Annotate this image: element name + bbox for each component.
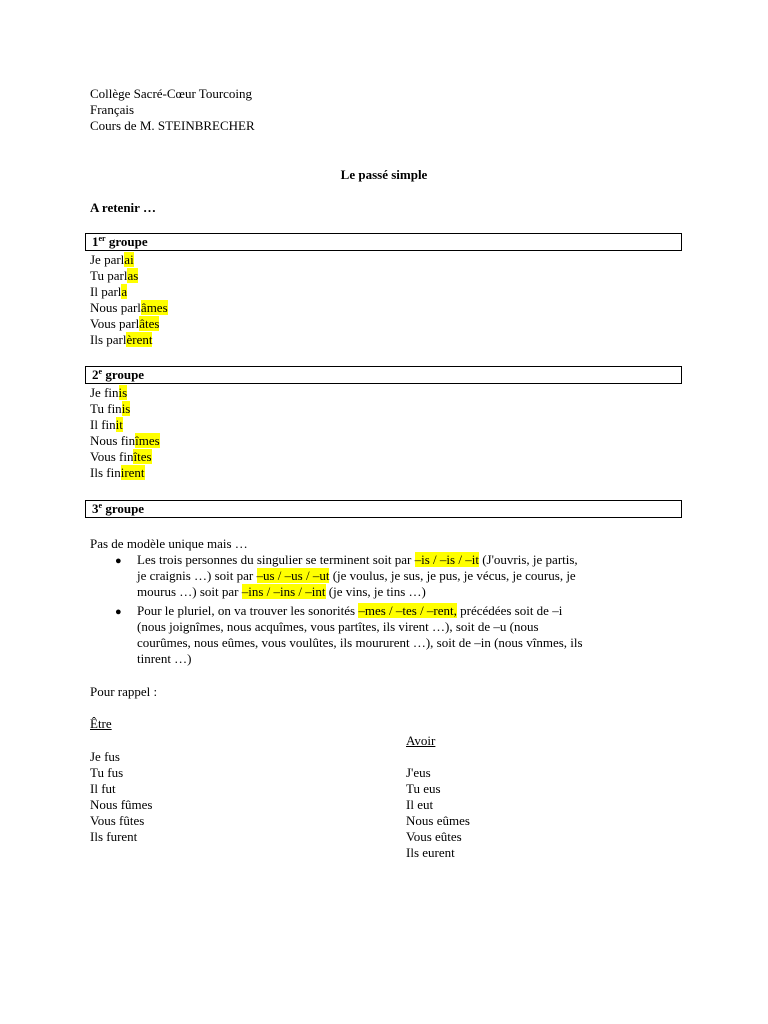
conjugation-row	[90, 252, 134, 268]
conjugation-row: Je fus	[90, 749, 120, 764]
verb-stem: Je fin	[90, 385, 119, 400]
conjugation-row: Vous fûtes	[90, 813, 145, 828]
verb-ending: îmes	[135, 433, 160, 448]
conjugation-row	[90, 417, 123, 433]
verb-stem: Tu fin	[90, 401, 122, 416]
conjugation-row: Tu eus	[406, 781, 441, 796]
conjugation-row: Il fut	[90, 781, 116, 796]
avoir-heading: Avoir	[406, 733, 436, 748]
bullet1-line3: mourus …) soit par –ins / –ins / –int (je vins, je tins …)	[137, 584, 426, 599]
verb-ending: âtes	[139, 316, 160, 331]
verb-ending: is	[118, 385, 128, 400]
conjugation-row	[90, 316, 159, 332]
bullet-icon: ●	[115, 555, 122, 567]
bullet2-line4: tinrent …)	[137, 651, 192, 666]
verb-ending: irent	[120, 465, 145, 480]
subject-name: Français	[90, 102, 135, 117]
verb-stem: Il parl	[90, 284, 122, 299]
verb-ending: a	[121, 284, 128, 299]
retenir-heading: A retenir …	[90, 200, 156, 215]
group1-label: 1er groupe	[92, 234, 148, 249]
verb-stem: Tu parl	[90, 268, 128, 283]
bullet-icon: ●	[115, 606, 122, 618]
verb-stem: Vous fin	[90, 449, 134, 464]
conjugation-row: J'eus	[406, 765, 431, 780]
conjugation-row: Il eut	[406, 797, 434, 812]
verb-ending: âmes	[140, 300, 168, 315]
verb-stem: Il fin	[90, 417, 116, 432]
conjugation-row	[90, 284, 127, 300]
conjugation-row: Ils furent	[90, 829, 138, 844]
group2-label: 2e groupe	[92, 367, 145, 382]
etre-heading: Être	[90, 716, 112, 731]
conjugation-row	[90, 465, 145, 481]
conjugation-row	[90, 433, 160, 449]
conjugation-row	[90, 385, 127, 401]
verb-stem: Ils parl	[90, 332, 127, 347]
group3-label: 3e groupe	[92, 501, 145, 516]
course-name: Cours de M. STEINBRECHER	[90, 118, 255, 133]
bullet2-line3: courûmes, nous eûmes, vous voulûtes, ils moururent …), soit de –in (nous vînmes, ils	[137, 635, 583, 650]
verb-stem: Vous parl	[90, 316, 140, 331]
bullet1-line2: je craignis …) soit par –us / –us / –ut (je voulus, je sus, je pus, je vécus, je courus, je	[137, 568, 576, 583]
verb-ending: is	[121, 401, 131, 416]
conjugation-row	[90, 401, 130, 417]
group2-header-box	[85, 366, 682, 384]
verb-ending: ai	[124, 252, 134, 267]
conjugation-row	[90, 268, 138, 284]
bullet2-line2: (nous joignîmes, nous acquîmes, vous partîtes, ils virent …), soit de –u (nous	[137, 619, 539, 634]
conjugation-row: Tu fus	[90, 765, 124, 780]
conjugation-row	[90, 300, 168, 316]
verb-ending: îtes	[133, 449, 152, 464]
conjugation-row: Nous eûmes	[406, 813, 470, 828]
school-name: Collège Sacré-Cœur Tourcoing	[90, 86, 253, 101]
rappel-label: Pour rappel :	[90, 684, 158, 699]
group1-header-box	[85, 233, 682, 251]
bullet2-line1: Pour le pluriel, on va trouver les sonorités –mes / –tes / –rent, précédées soit de –i	[137, 603, 563, 618]
verb-stem: Ils fin	[90, 465, 121, 480]
verb-stem: Nous parl	[90, 300, 141, 315]
page-title: Le passé simple	[340, 167, 428, 182]
conjugation-row: Vous eûtes	[406, 829, 462, 844]
conjugation-row: Nous fûmes	[90, 797, 153, 812]
conjugation-row	[90, 449, 152, 465]
conjugation-row: Ils eurent	[406, 845, 455, 860]
bullet1-line1: Les trois personnes du singulier se terminent soit par –is / –is / –it (J'ouvris, je partis,	[137, 552, 578, 567]
verb-ending: as	[127, 268, 139, 283]
group3-header-box	[85, 500, 682, 518]
group3-intro: Pas de modèle unique mais …	[90, 536, 248, 551]
verb-ending: it	[115, 417, 123, 432]
verb-stem: Je parl	[90, 252, 125, 267]
verb-stem: Nous fin	[90, 433, 136, 448]
verb-ending: èrent	[126, 332, 153, 347]
conjugation-row	[90, 332, 152, 348]
